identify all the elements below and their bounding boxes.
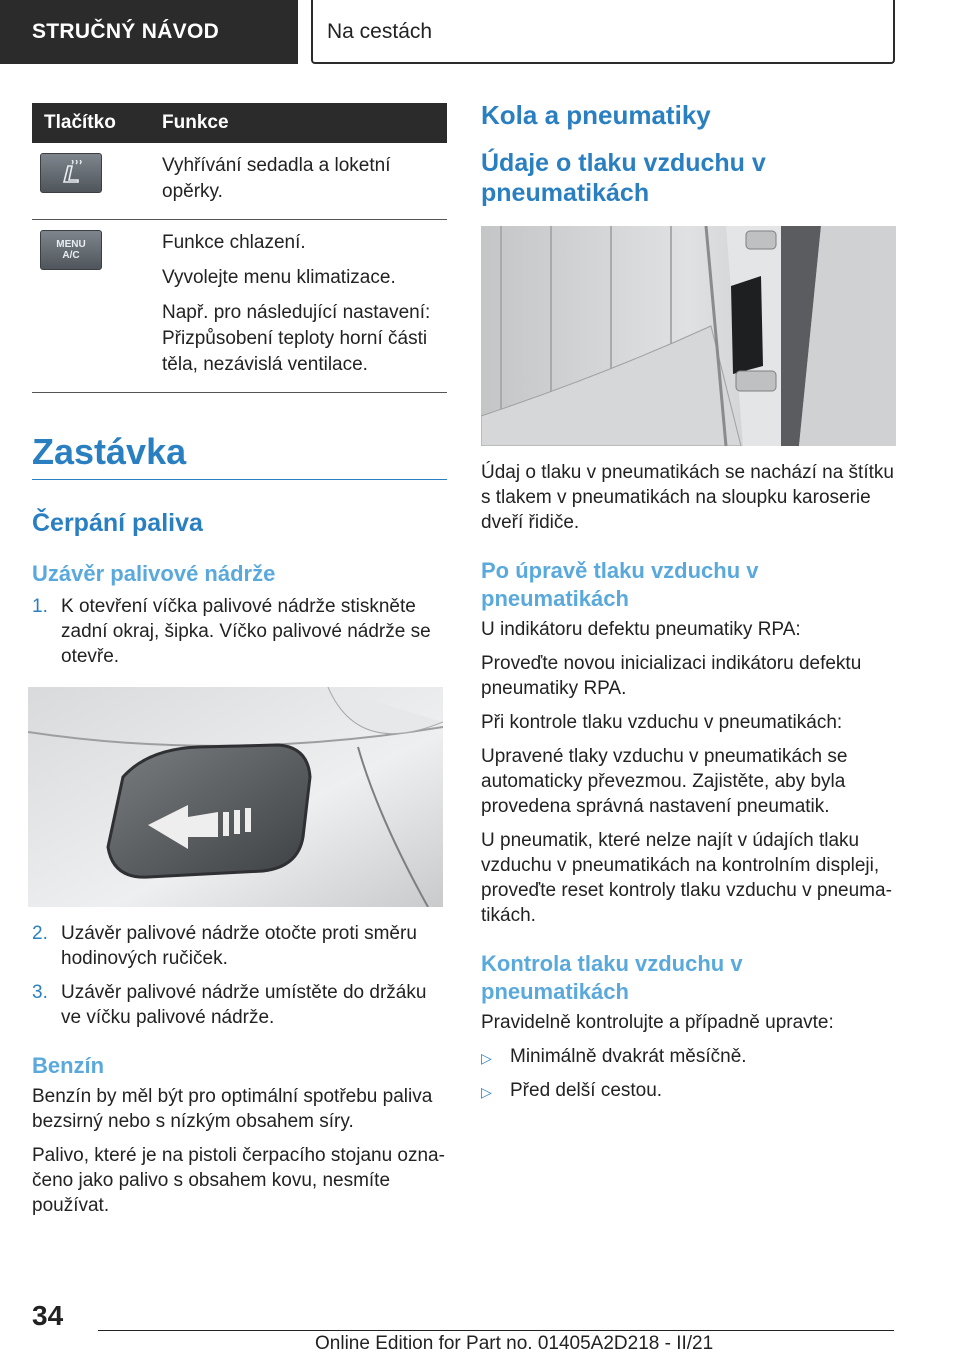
- chapter-title: Na cestách: [327, 20, 433, 43]
- adjust-text-4: Upravené tlaky vzduchu v pneumatikách se automaticky převezmou. Zajistěte, aby byla provedena správná nastavení pneumatik.: [481, 746, 848, 817]
- petrol-text-2: Palivo, které je na pistoli čerpacího stojanu označeno jako palivo s obsahem kovu, nesmíte používat.: [32, 1145, 445, 1216]
- button-function-table: [32, 103, 447, 393]
- adjust-text-1: U indikátoru defektu pneumatiky RPA:: [481, 619, 801, 640]
- heading-tyre-pressure-data: Údaje o tlaku vzduchu v pneumatikách: [481, 149, 766, 207]
- menu-label: MENU: [56, 239, 86, 250]
- door-pillar-image: [481, 226, 896, 446]
- adjust-text-2: Proveďte novou inicializaci indikátoru defektu pneumatiky RPA.: [481, 653, 862, 699]
- list-item: 2. Uzávěr palivové nádrže otočte proti směru hodinových ručiček.: [32, 923, 417, 969]
- section-heading-stop: Zastávka: [32, 431, 447, 480]
- table-header-button: Tlačítko: [32, 103, 162, 143]
- section-tab: [0, 0, 298, 64]
- table-header: [32, 103, 447, 143]
- check-list: [481, 1044, 896, 1103]
- list-item: 1. K otevření víčka palivové nádrže stiskněte zadní okraj, šipka. Víčko palivové nádrže se otevře.: [32, 596, 431, 667]
- heading-refueling: Čerpání paliva: [32, 509, 203, 537]
- refuel-steps: [32, 594, 447, 669]
- climate-menu: Vyvolejte menu klimatizace.: [162, 267, 396, 288]
- footer-edition: Online Edition for Part no. 01405A2D218 - II/21: [315, 1333, 714, 1354]
- ac-label: A/C: [62, 250, 80, 261]
- cooling-function: Funkce chlazení.: [162, 232, 306, 253]
- list-item: ▷ Před delší cestou.: [481, 1078, 896, 1103]
- list-item: ▷ Minimálně dvakrát měsíčně.: [481, 1044, 896, 1069]
- triangle-bullet-icon: ▷: [481, 1050, 492, 1066]
- adjust-text-3: Při kontrole tlaku vzduchu v pneumatikách:: [481, 712, 843, 733]
- heading-wheels-tyres: Kola a pneumatiky: [481, 100, 711, 130]
- menu-ac-button-icon: [40, 230, 102, 270]
- settings-example: Např. pro následující nastavení: Přizpůsobení teploty horní části těla, nezávislá ventilace.: [162, 302, 431, 375]
- right-column: [481, 100, 896, 1103]
- chapter-tab: [311, 0, 895, 64]
- tyre-pressure-info: Údaj o tlaku v pneumatikách se nachází na štítku s tlakem v pneumatikách na sloupku karoserie dveří řidiče.: [481, 462, 894, 533]
- petrol-text-1: Benzín by měl být pro optimální spotřebu paliva bezsirný nebo s nízkým obsahem síry.: [32, 1086, 433, 1132]
- check-intro: Pravidelně kontrolujte a případně upravte:: [481, 1012, 834, 1033]
- seat-heating-desc: Vyhřívání sedadla a loketní opěrky.: [162, 155, 391, 202]
- table-row: [32, 143, 447, 220]
- heading-fuel-cap: Uzávěr palivové nádrže: [32, 561, 276, 586]
- left-column: [32, 103, 447, 1218]
- fuel-flap-image: [28, 687, 443, 907]
- heading-after-adjustment: Po úpravě tlaku vzduchu v pneumatikách: [481, 558, 759, 611]
- heading-pressure-check: Kontrola tlaku vzduchu v pneumatikách: [481, 951, 743, 1004]
- seat-heating-icon: [40, 153, 102, 193]
- section-title: STRUČNÝ NÁVOD: [32, 20, 220, 43]
- heading-petrol: Benzín: [32, 1053, 105, 1078]
- page-number: 34: [32, 1300, 64, 1331]
- refuel-steps-continued: [32, 921, 447, 1030]
- table-header-function: Funkce: [162, 103, 447, 143]
- list-item: 3. Uzávěr palivové nádrže umístěte do držáku ve víčku palivové nádrže.: [32, 982, 427, 1028]
- footer-divider: [98, 1330, 894, 1331]
- table-row: [32, 220, 447, 393]
- adjust-text-5: U pneumatik, které nelze najít v údajích tlaku vzduchu v pneumatikách na kontrolním displeji, proveďte reset kontroly tlaku vzduchu v pneumatikách.: [481, 830, 892, 926]
- triangle-bullet-icon: ▷: [481, 1084, 492, 1100]
